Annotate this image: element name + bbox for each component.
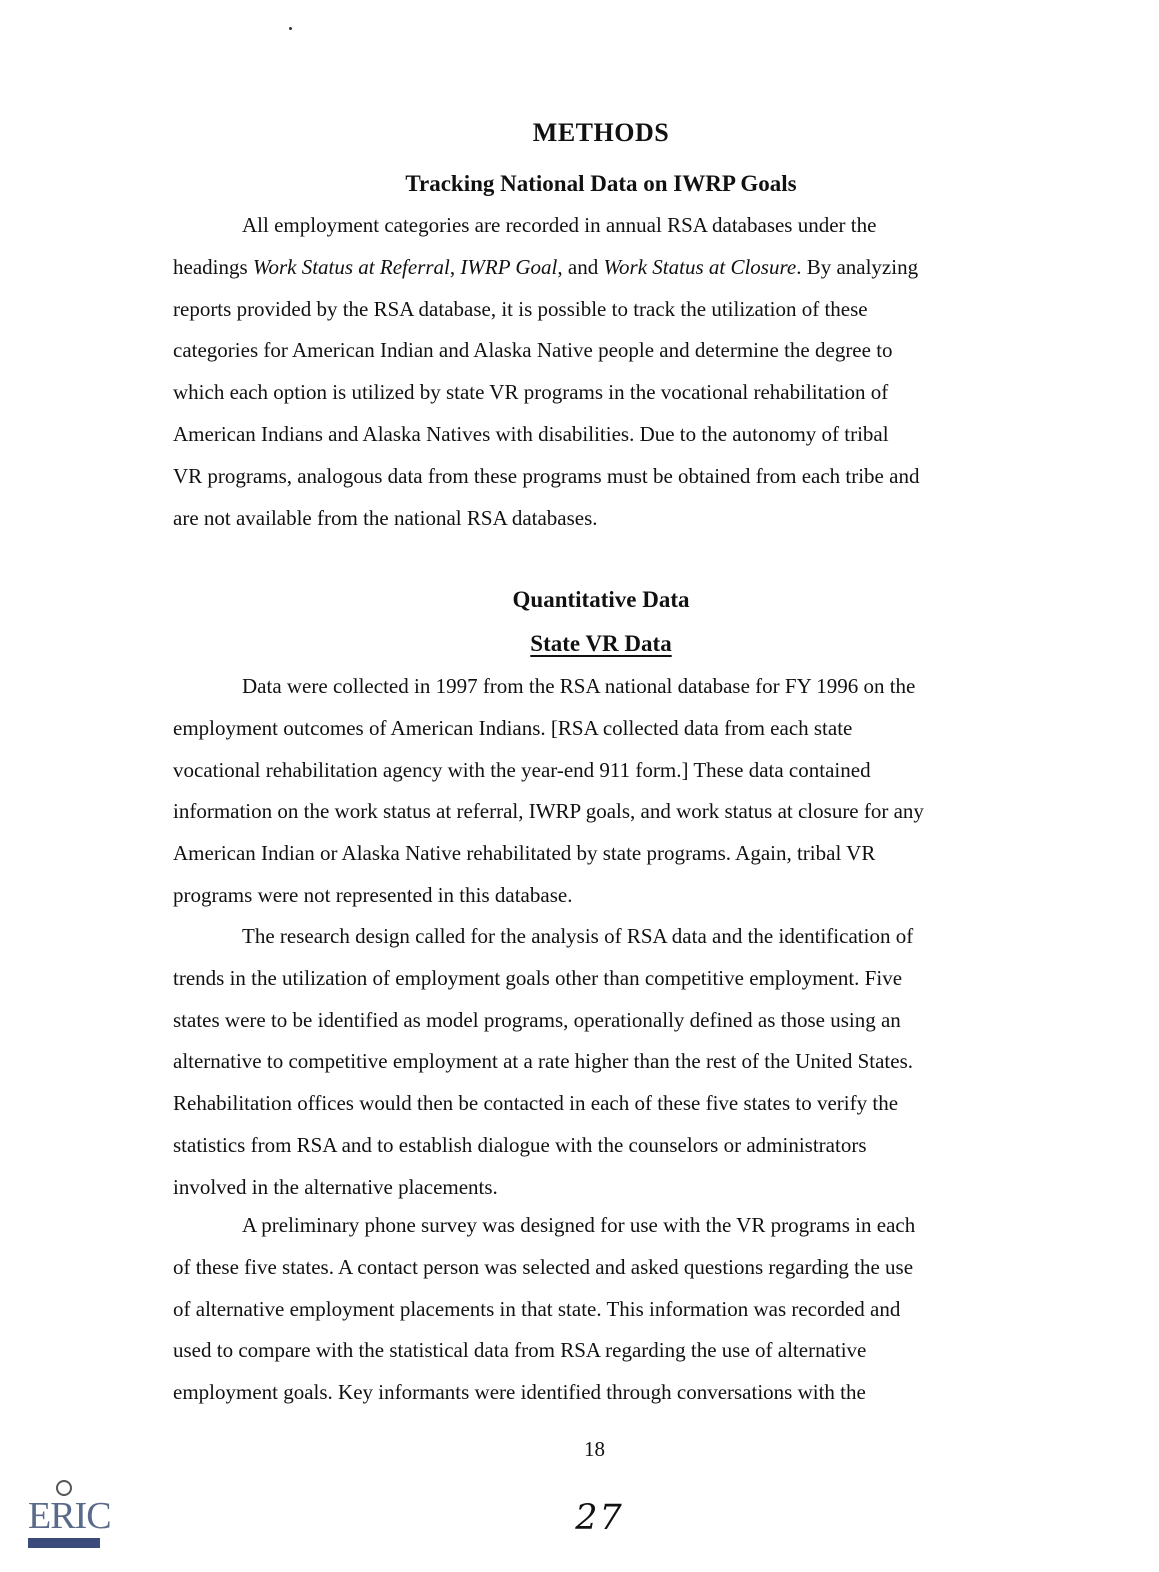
paragraph-2 bbox=[173, 916, 1043, 1209]
text-line: statistics from RSA and to establish dialogue with the counselors or administrators bbox=[173, 1132, 867, 1157]
text-fragment: headings bbox=[173, 254, 253, 279]
text-line: The research design called for the analysis of RSA data and the identification of bbox=[242, 924, 914, 948]
page-number: 18 bbox=[584, 1437, 605, 1461]
italic-term: IWRP Goal bbox=[460, 254, 558, 279]
text-line: Rehabilitation offices would then be contacted in each of these five states to verify the bbox=[173, 1091, 899, 1116]
text-line: information on the work status at referral, IWRP goals, and work status at closure for any bbox=[173, 799, 924, 824]
quantitative-heading: Quantitative Data bbox=[512, 587, 690, 612]
italic-term: Work Status at Closure bbox=[603, 254, 797, 279]
stamped-page-number: 27 bbox=[575, 1498, 624, 1538]
text-line: trends in the utilization of employment goals other than competitive employment. Five bbox=[173, 965, 903, 990]
paragraph-1 bbox=[173, 666, 1043, 917]
text-line: employment goals. Key informants were identified through conversations with the bbox=[173, 1380, 866, 1405]
text-line-italic-headings: headings Work Status at Referral, IWRP Goal, and Work Status at Closure. By analyzing bbox=[173, 254, 919, 279]
text-line: Data were collected in 1997 from the RSA national database for FY 1996 on the bbox=[242, 674, 916, 698]
text-line: vocational rehabilitation agency with the year-end 911 form.] These data contained bbox=[173, 757, 871, 782]
text-line: are not available from the national RSA databases. bbox=[173, 505, 598, 530]
logo-wordmark: ERIC bbox=[28, 1495, 111, 1537]
paragraph-3 bbox=[173, 1205, 1043, 1414]
intro-paragraph bbox=[173, 205, 1043, 539]
text-line: involved in the alternative placements. bbox=[173, 1174, 498, 1199]
section-title: METHODS bbox=[532, 118, 670, 147]
text-line: categories for American Indian and Alaska Native people and determine the degree to bbox=[173, 338, 893, 363]
text-line: of these five states. A contact person was selected and asked questions regarding the use bbox=[173, 1254, 914, 1279]
text-line: used to compare with the statistical data from RSA regarding the use of alternative bbox=[173, 1338, 867, 1363]
text-line: All employment categories are recorded in annual RSA databases under the bbox=[242, 213, 877, 237]
text-line: American Indians and Alaska Natives with disabilities. Due to the autonomy of tribal bbox=[173, 421, 889, 446]
eric-logo bbox=[28, 1480, 111, 1558]
text-line: American Indian or Alaska Native rehabilitated by state programs. Again, tribal VR bbox=[173, 841, 876, 866]
text-line: states were to be identified as model programs, operationally defined as those using an bbox=[173, 1007, 901, 1032]
text-line: employment outcomes of American Indians. [RSA collected data from each state bbox=[173, 715, 853, 740]
state-vr-heading: State VR Data bbox=[530, 631, 672, 656]
text-line: programs were not represented in this database. bbox=[173, 882, 573, 907]
subsection-title: Tracking National Data on IWRP Goals bbox=[405, 171, 797, 196]
text-line: reports provided by the RSA database, it is possible to track the utilization of these bbox=[173, 296, 868, 321]
text-line: of alternative employment placements in that state. This information was recorded and bbox=[173, 1296, 901, 1321]
italic-term: Work Status at Referral bbox=[252, 254, 450, 279]
text-line: A preliminary phone survey was designed for use with the VR programs in each bbox=[242, 1213, 916, 1237]
text-line: VR programs, analogous data from these programs must be obtained from each tribe and bbox=[173, 463, 920, 488]
text-line: alternative to competitive employment at a rate higher than the rest of the United States. bbox=[173, 1049, 914, 1074]
text-line: which each option is utilized by state VR programs in the vocational rehabilitation of bbox=[173, 380, 889, 405]
scan-speck bbox=[289, 27, 292, 30]
logo-bar bbox=[28, 1538, 100, 1548]
